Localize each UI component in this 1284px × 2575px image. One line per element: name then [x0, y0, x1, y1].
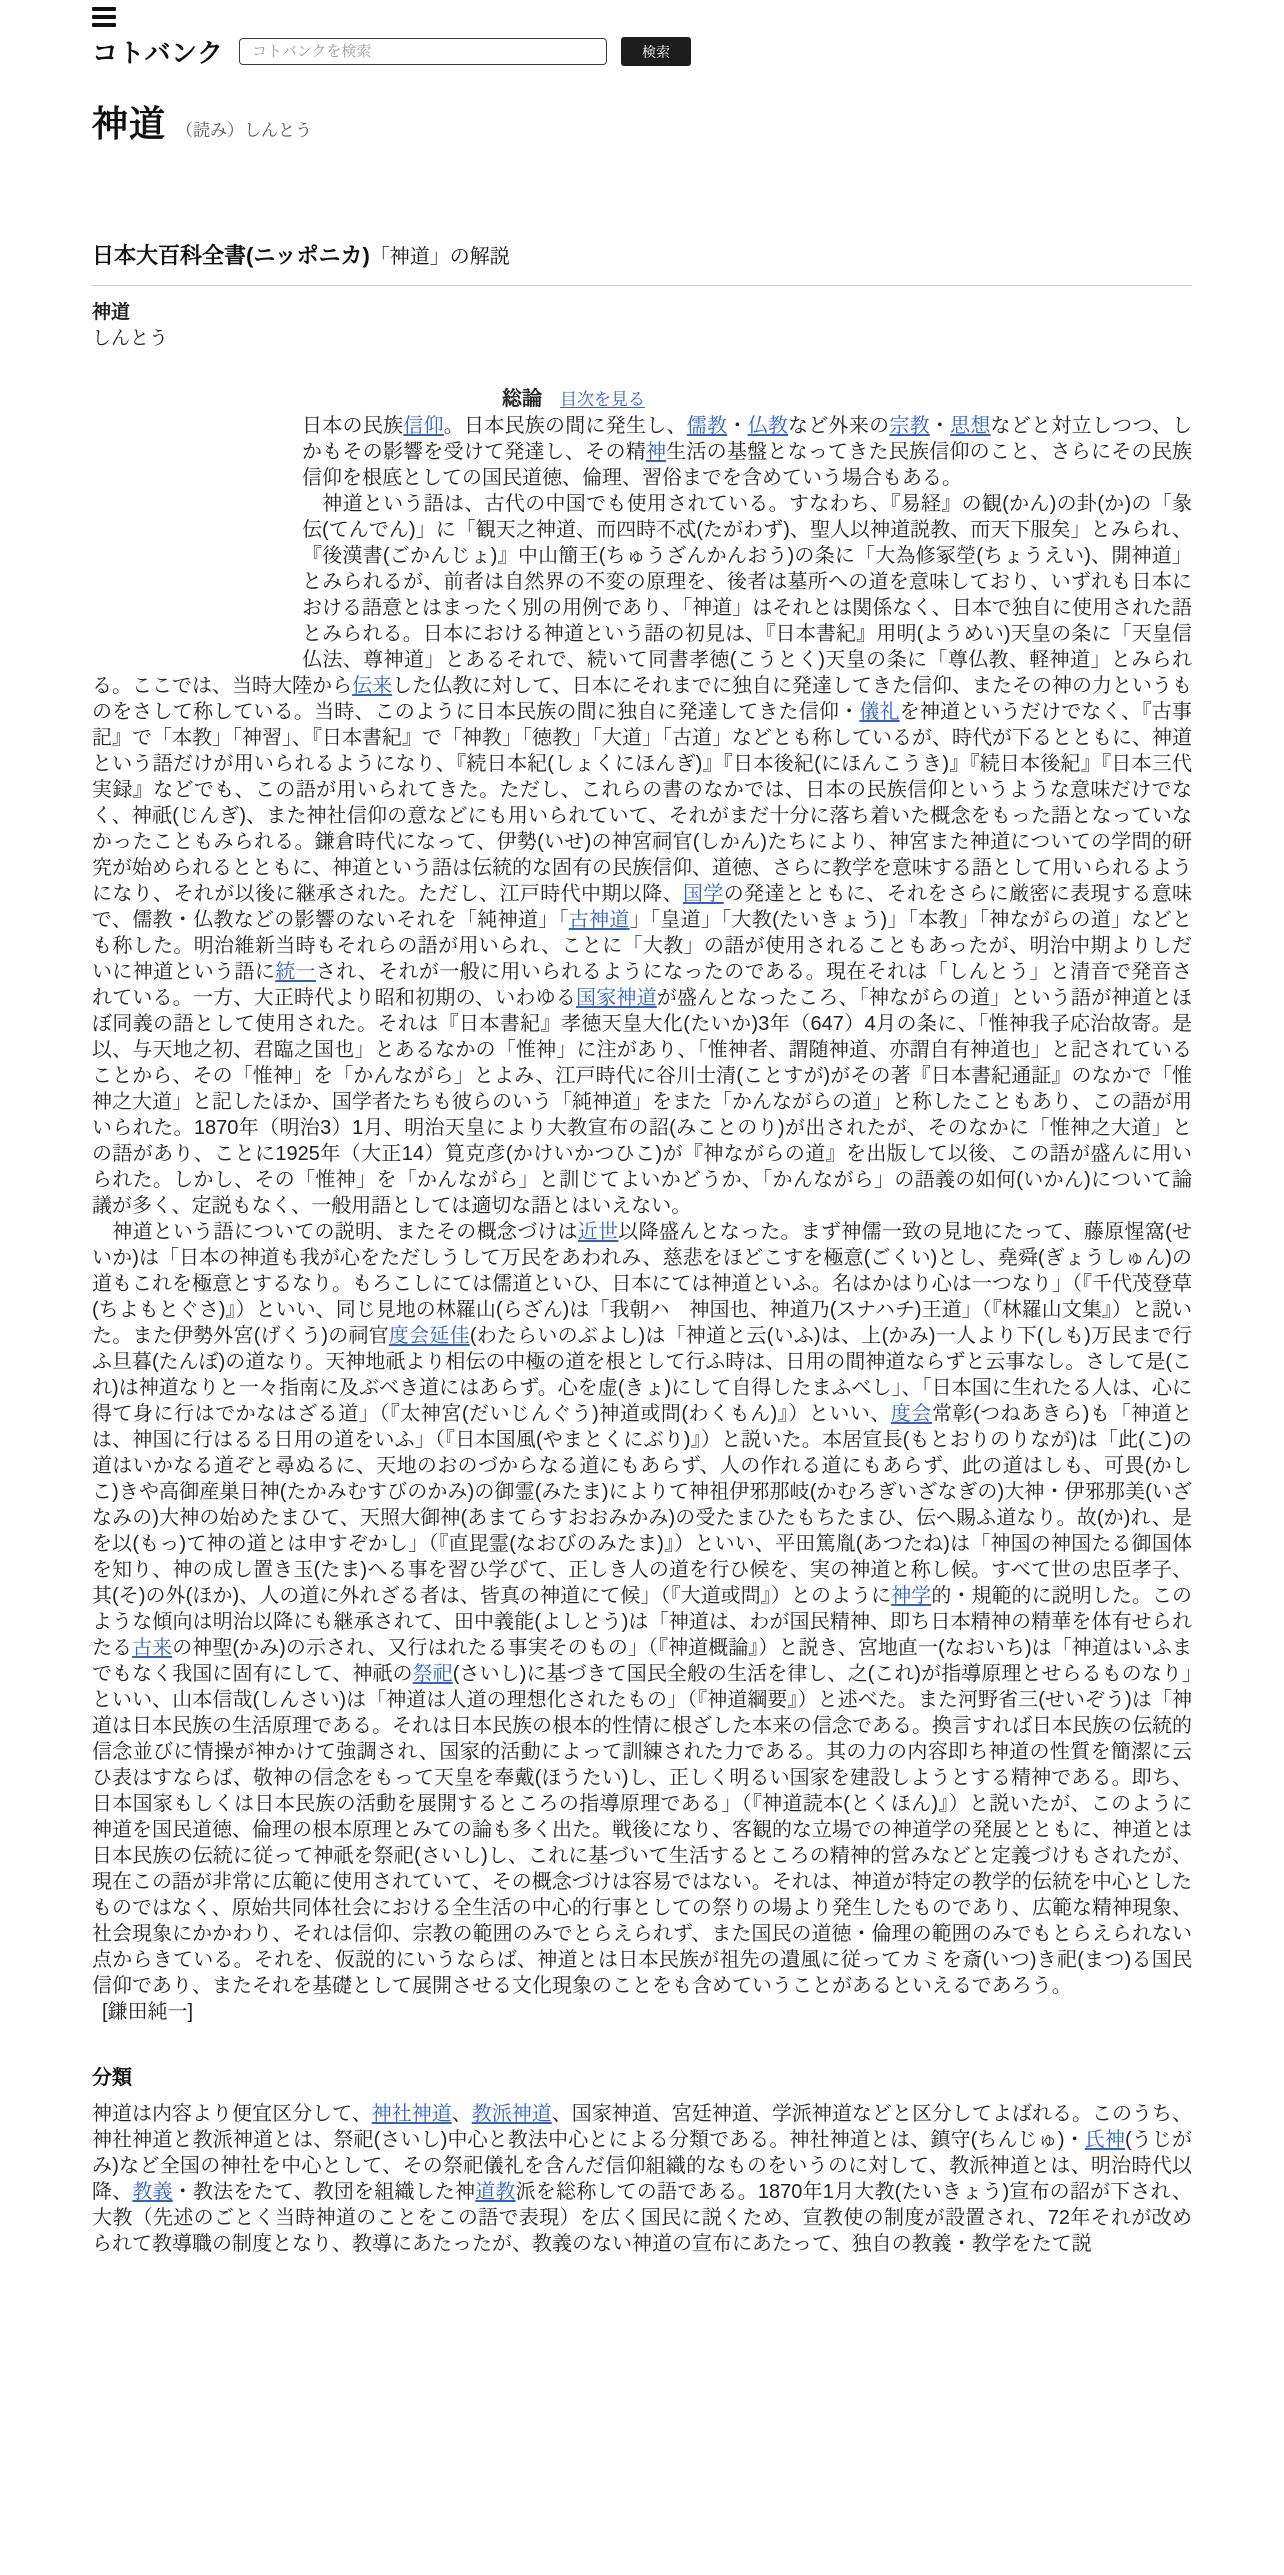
paragraph: 神道という語についての説明、またその概念づけは近世以降盛んとなった。まず神儒一致の見地にたって、藤原惺窩(せいか)は「日本の神道も我が心をただしうして万民をあわれみ、慈悲をほどこすを極意(ごくい)とし、堯舜(ぎょうしゅん)の道もこれを極意とするなり。もろこしにては儒道といひ、日本にては神道といふ。名はかはり心は一つなり」（『千代茂登草(ちよもとぐさ)』）といい、同じ見地の林羅山(らざん)は「我朝ハ 神国也、神道乃(スナハチ)王道」（『林羅山文集』）と説いた。また伊勢外宮(げくう)の祠官度会延佳(わたらいのぶよし)は「神道と云(いふ)は、上(かみ)一人より下(しも)万民まで行ふ旦暮(たんぼ)の道なり。天神地祇より相伝の中極の道を根として行ふ時は、日用の間神道ならずと云事なし。さして是(これ)は神道なりと一々指南に及ぶべき道にはあらず。心を虚(きょ)にして自得したまふべし」、「日本国に生れたる人は、心に得て身に行はでかなはざる道」（『太神宮(だいじんぐう)神道或問(わくもん)』）といい、度会常彰(つねあきら)も「神道とは、神国に行はるる日用の道をいふ」（『日本国風(やまとくにぶり)』）と説いた。本居宣長(もとおりのりなが)は「此(こ)の道はいかなる道ぞと尋ぬるに、天地のおのづからなる道にもあらず、人の作れる道にもあらず、此の道はしも、可畏(かしこ)きや高御産巣日神(たかみむすびのかみ)の御霊(みたま)によりて神祖伊邪那岐(かむろぎいざなぎの)大神・伊邪那美(いざなみの)大神の始めたまひて、天照大御神(あまてらすおおみかみ)の受たまひたもちたまひ、伝へ賜ふ道なり。故(か)れ、是を以(もっ)て神の道とは申すぞかし」（『直毘霊(なおびのみたま)』）といい、平田篤胤(あつたね)は「神国の神国たる御国体を知り、神の成し置き玉(たま)へる事を習ひ学びて、正しき人の道を行ひ候を、実の神道と称し候。すべて世の忠臣孝子、其(そ)の外(ほか)、人の道に外れざる者は、皆真の神道にて候」（『大道或問』）とのように神学的・規範的に説明した。このような傾向は明治以降にも継承されて、田中義能(よしとう)は「神道は、わが国民精神、即ち日本精神の精華を体有せられたる古来の神聖(かみ)の示され、又行はれたる事実そのもの」（『神道概論』）と説き、宮地直一(なおいち)は「神道はいふまでもなく我国に固有にして、神祇の祭祀(さいし)に基づきて国民全般の生活を律し、之(これ)が指導原理とせらるものなり」といい、山本信哉(しんさい)は「神道は人道の理想化されたもの」（『神道綱要』）と述べた。また河野省三(せいぞう)は「神道は日本民族の生活原理である。それは日本民族の根本的性情に根ざした本来の信念である。換言すれば日本民族の伝統的信念並びに情操が神かけて強調され、国家的活動によって訓練された力である。其の力の内容即ち神道の性質を簡潔に云ひ表はすならば、敬神の信念をもって天皇を奉戴(ほうたい)し、正しく明るい国家を建設しようとする精神である。即ち、日本国家もしくは日本民族の活動を展開するところの指導原理である」（『神道読本(とくほん)』）と説いたが、このように神道を国民道徳、倫理の根本原理とみての論も多く出た。戦後になり、客観的な立場での神道学の発展とともに、神道とは日本民族の伝統に従って神祇を祭祀(さいし)し、これに基づいて生活するところの精神的営みなどと定義づけもされたが、現在この語が非常に広範に使用されていて、その概念づけは容易ではない。それは、神道が特定の教学的伝統を中心としたものではなく、原始共同体社会における全生活の中心的行事としての祭りの場より発生したものであり、広範な精神現象、社会現象にかかわり、それは信仰、宗教の範囲のみでとらえられず、また国民の道徳・倫理の範囲のみでもとらえられない点からきている。それを、仮説的にいうならば、神道とは日本民族が祖先の遺風に従ってカミを斎(いつ)き祀(まつ)る国民信仰であり、またそれを基礎として展開させる文化現象のことをも含めていうことがあるといえるであろう。	[92, 1220, 1193, 1997]
inline-link[interactable]: 度会延佳	[388, 1324, 470, 1347]
article-body	[92, 386, 1192, 2257]
source-dictionary-name: 日本大百科全書(ニッポニカ)	[92, 243, 370, 268]
inline-link[interactable]: 教派神道	[471, 2102, 552, 2125]
inline-link[interactable]: 儀礼	[859, 700, 900, 723]
paragraph: 神道という語は、古代の中国でも使用されている。すなわち、『易経』の観(かん)の卦(か)の「彖伝(てんでん)」に「観天之神道、而四時不忒(たがわず)、聖人以神道説教、而天下服矣」とみられ、『後漢書(ごかんじょ)』中山簡王(ちゅうざんかんおう)の条に「大為修冢塋(ちょうえい)、開神道」とみられるが、前者は自然界の不変の原理を、後者は墓所への道を意味しており、いずれも日本における語意とはまったく別の用例であり、「神道」はそれとは関係なく、日本で独自に使用された語とみられる。日本における神道という語の初見は、『日本書紀』用明(ようめい)天皇の条に「天皇信仏法、尊神道」とあるそれで、続いて同書孝徳(こうとく)天皇の条に「尊仏教、軽神道」とみられる。ここでは、当時大陸から伝来した仏教に対して、日本にそれまでに独自に発達してきた信仰、またその神の力というものをさして称している。当時、このように日本民族の間に独自に発達してきた信仰・儀礼を神道というだけでなく、『古事記』で「本教」「神習」、『日本書紀』で「神教」「徳教」「大道」「古道」などとも称しているが、時代が下るとともに、神道という語だけが用いられるようになり、『続日本紀(しょくにほんぎ)』『日本後紀(にほんこうき)』『続日本後紀』『日本三代実録』などでも、この語が用いられてきた。ただし、これらの書のなかでは、日本の民族信仰というような意味だけでなく、神祇(じんぎ)、また神社信仰の意などにも用いられていて、それがまだ十分に落ち着いた概念をもった語となっていなかったこともみられる。鎌倉時代になって、伊勢(いせ)の神宮祠官(しかん)たちにより、神宮また神道についての学問的研究が始められるとともに、神道という語は伝統的な固有の民族信仰、道徳、さらに教学を意味する語として用いられるようになり、それが以後に継承された。ただし、江戸時代中期以降、国学の発達とともに、それをさらに厳密に表現する意味で、儒教・仏教などの影響のないそれを「純神道」「古神道」「皇道」「大教(たいきょう)」「本教」「神ながらの道」などとも称した。明治維新当時もそれらの語が用いられ、ことに「大教」の語が使用されることもあったが、明治中期よりしだいに神道という語に統一され、それが一般に用いられるようになったのである。現在それは「しんとう」と清音で発音されている。一方、大正時代より昭和初期の、いわゆる国家神道が盛んとなったころ、「神ながらの道」という語が神道とほぼ同義の語として使用された。それは『日本書紀』孝徳天皇大化(たいか)3年（647）4月の条に、「惟神我子応治故寄。是以、与天地之初、君臨之国也」とあるなかの「惟神」に注があり、「惟神者、謂随神道、亦謂自有神道也」と記されていることから、その「惟神」を「かんながら」とよみ、江戸時代に谷川士清(ことすが)がその著『日本書紀通証』のなかで「惟神之大道」と記したほか、国学者たちも彼らのいう「純神道」をまた「かんながらの道」と称したこともあり、この語が用いられた。1870年（明治3）1月、明治天皇により大教宣布の詔(みことのり)が出されたが、そのなかに「惟神之大道」との語があり、ことに1925年（大正14）筧克彦(かけいかつひこ)が『神ながらの道』を出版して以後、この語が盛んに用いられた。しかし、その「惟神」を「かんながら」と訓じてよいかどうか、「かんながら」の語義の如何(いかん)について論議が多く、定説もなく、一般用語としては適切な語とはいえない。	[92, 492, 1193, 1217]
paragraph: 神道は内容より便宜区分して、神社神道、教派神道、国家神道、宮廷神道、学派神道などと区分してよばれる。このうち、神社神道と教派神道とは、祭祀(さいし)中心と教法中心とによる分類である。神社神道とは、鎮守(ちんじゅ)・氏神(うじがみ)など全国の神社を中心として、その祭祀儀礼を含んだ信仰組織的なものをいうのに対して、教派神道とは、明治時代以降、教義・教法をたて、教団を組織した神道教派を総称しての語である。1870年1月大教(たいきょう)宣布の詔が下され、大教（先述のごとく当時神道のことをこの語で表現）を広く国民に説くため、宣教使の制度が設置され、72年それが改められて教導職の制度となり、教導にあたったが、教義のない神道の宣布にあたって、独自の教義・教学をたて説	[92, 2102, 1193, 2255]
inline-link[interactable]: 思想	[950, 414, 991, 437]
page-container	[92, 7, 1192, 2257]
entry-header	[92, 96, 1192, 147]
source-heading	[92, 242, 1192, 271]
hamburger-icon	[92, 23, 116, 27]
inline-link[interactable]: 伝来	[352, 674, 393, 697]
inline-link[interactable]: 古来	[132, 1636, 173, 1659]
inline-link[interactable]: 神学	[891, 1584, 932, 1607]
inline-link[interactable]: 国学	[682, 882, 724, 905]
header	[92, 33, 1192, 70]
article-kana: しんとう	[92, 327, 169, 349]
inline-link[interactable]: 統一	[275, 960, 316, 983]
inline-link[interactable]: 信仰	[403, 414, 444, 437]
section-title-classification: 分類	[92, 2066, 132, 2089]
author-attribution: [鎌田純一]	[102, 2000, 194, 2023]
site-logo[interactable]: コトバンク	[92, 38, 224, 68]
inline-link[interactable]: 道教	[475, 2180, 516, 2203]
search-button[interactable]: 検索	[621, 37, 691, 66]
ad-placeholder	[92, 386, 302, 666]
inline-link[interactable]: 近世	[577, 1220, 619, 1243]
inline-link[interactable]: 国家神道	[576, 986, 657, 1009]
paragraph: 日本の民族信仰。日本民族の間に発生し、儒教・仏教など外来の宗教・思想などと対立しつつ、しかもその影響を受けて発達し、その精神生活の基盤となってきた民族信仰のこと、さらにその民族信仰を根底としての国民道徳、倫理、習俗までを含めていう場合もある。	[302, 414, 1193, 489]
hamburger-icon	[92, 7, 116, 11]
inline-link[interactable]: 氏神	[1084, 2128, 1125, 2151]
inline-link[interactable]: 祭祀	[412, 1662, 453, 1685]
inline-link[interactable]: 教義	[132, 2180, 173, 2203]
source-heading-suffix: 「神道」の解説	[369, 246, 510, 268]
toc-link[interactable]: 目次を見る	[560, 389, 645, 409]
inline-link[interactable]: 神	[645, 440, 667, 463]
page-title: 神道	[92, 103, 167, 144]
inline-link[interactable]: 度会	[890, 1402, 932, 1425]
article-term: 神道	[92, 301, 131, 323]
search-input[interactable]	[239, 38, 607, 65]
inline-link[interactable]: 仏教	[747, 414, 789, 437]
entry-reading: （読み）しんとう	[176, 121, 313, 140]
menu-button[interactable]	[92, 7, 116, 27]
inline-link[interactable]: 儒教	[686, 414, 728, 437]
inline-link[interactable]: 古神道	[568, 908, 630, 931]
inline-link[interactable]: 神社神道	[371, 2102, 452, 2125]
hamburger-icon	[92, 15, 116, 19]
section-title: 総論	[502, 387, 542, 410]
divider	[92, 285, 1192, 286]
inline-link[interactable]: 宗教	[889, 414, 930, 437]
